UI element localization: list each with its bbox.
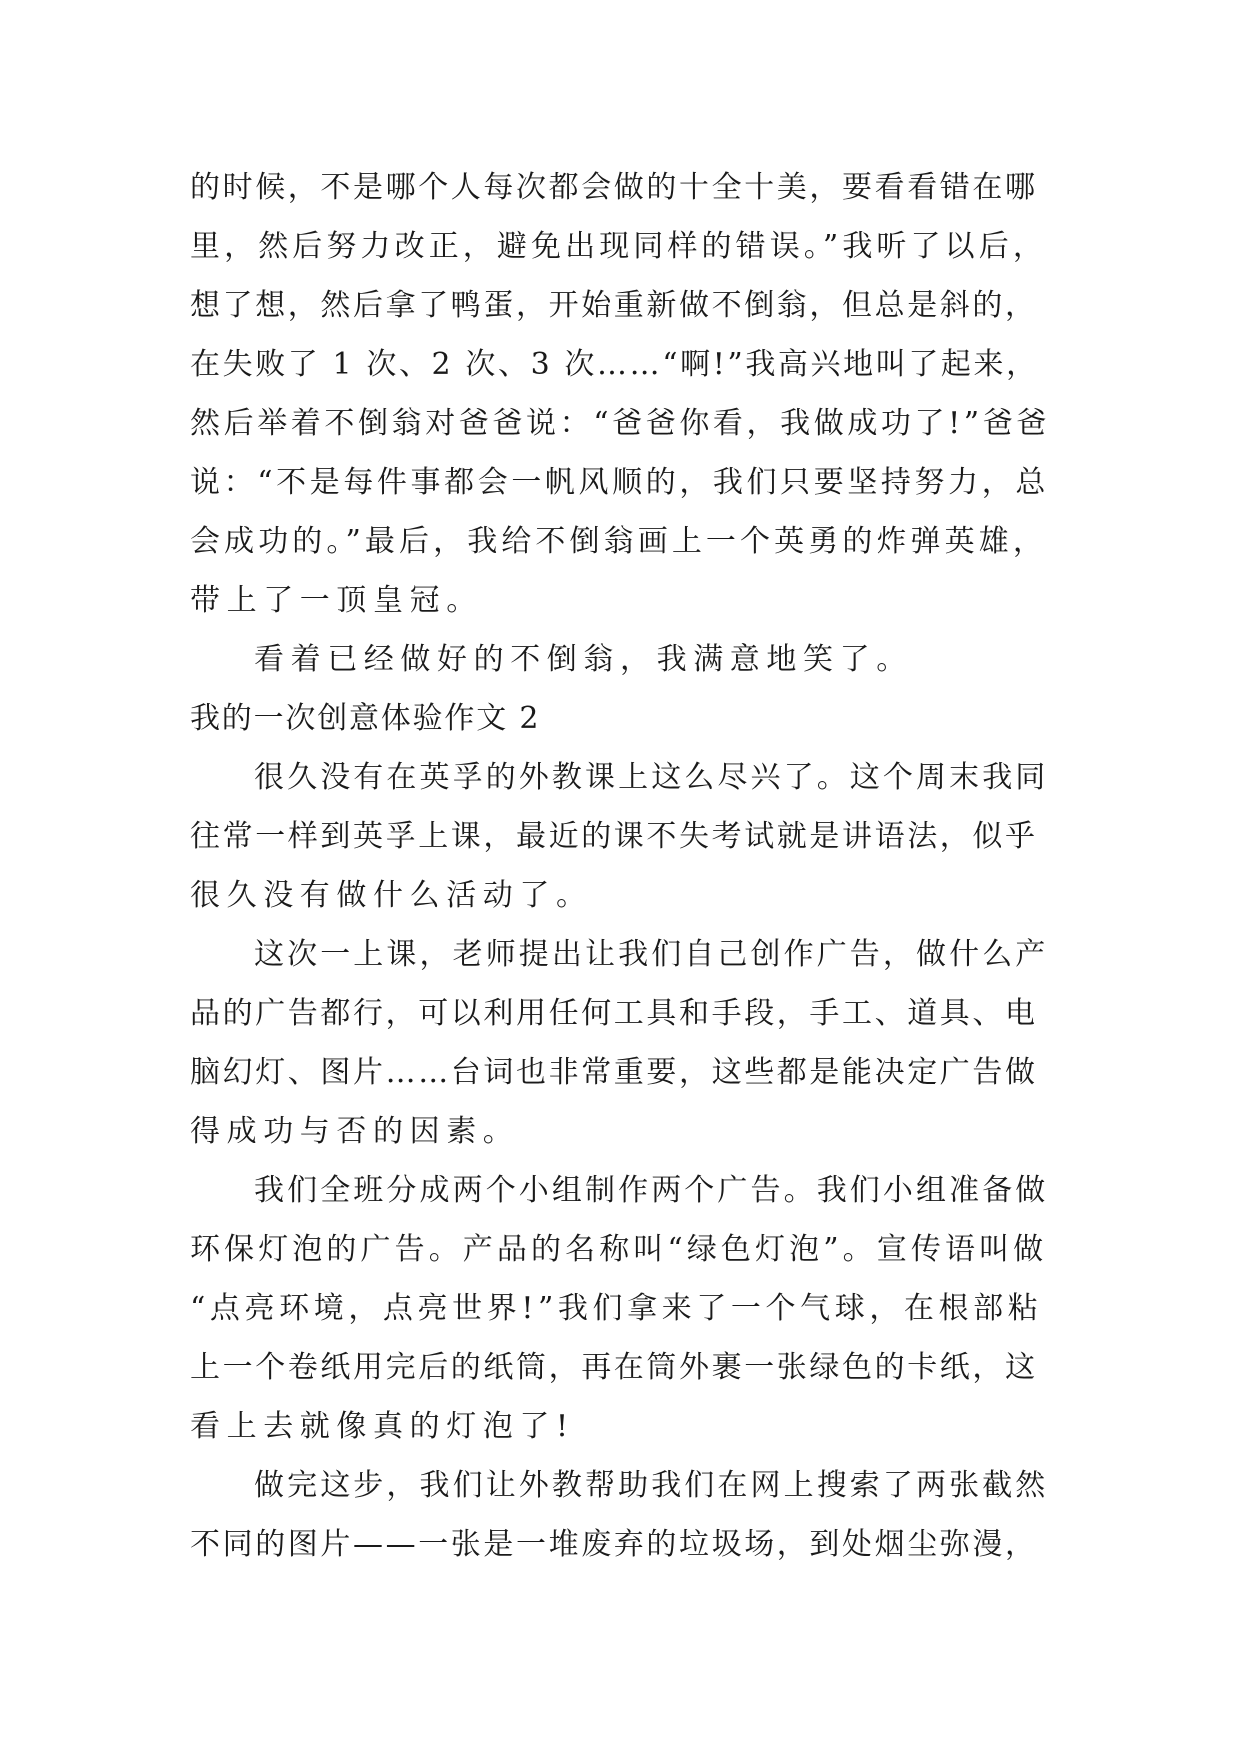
body-text-line: 想了想，然后拿了鸭蛋，开始重新做不倒翁，但总是斜的，	[190, 288, 1038, 323]
body-text-line: 的时候，不是哪个人每次都会做的十全十美，要看看错在哪	[190, 170, 1038, 205]
paragraph-first-line: 我们全班分成两个小组制作两个广告。我们小组准备做	[254, 1173, 1049, 1208]
section-heading: 我的一次创意体验作文 2	[190, 701, 541, 736]
paragraph-first-line: 这次一上课，老师提出让我们自己创作广告，做什么产	[254, 937, 1049, 972]
body-text-line: “点亮环境，点亮世界!”我们拿来了一个气球，在根部粘	[190, 1291, 1043, 1326]
body-text-line: 得成功与否的因素。	[190, 1114, 520, 1149]
body-text-line: 不同的图片——一张是一堆废弃的垃圾场，到处烟尘弥漫，	[190, 1527, 1038, 1562]
body-text-line: 说：“不是每件事都会一帆风顺的，我们只要坚持努力，总	[190, 465, 1049, 500]
paragraph-first-line: 做完这步，我们让外教帮助我们在网上搜索了两张截然	[254, 1468, 1049, 1503]
body-text-line: 会成功的。”最后，我给不倒翁画上一个英勇的炸弹英雄，	[190, 524, 1047, 559]
body-text-line: 往常一样到英孚上课，最近的课不失考试就是讲语法，似乎	[190, 819, 1038, 854]
body-text-line: 很久没有做什么活动了。	[190, 878, 593, 913]
body-text-line: 在失败了 1 次、2 次、3 次……“啊!”我高兴地叫了起来，	[190, 347, 1039, 382]
paragraph-first-line: 很久没有在英孚的外教课上这么尽兴了。这个周末我同	[254, 760, 1049, 795]
body-text-line: 带上了一顶皇冠。	[190, 583, 483, 618]
body-text-line: 上一个卷纸用完后的纸筒，再在筒外裹一张绿色的卡纸，这	[190, 1350, 1038, 1385]
body-text-line: 看上去就像真的灯泡了!	[190, 1409, 575, 1444]
body-text-line: 环保灯泡的广告。产品的名称叫“绿色灯泡”。宣传语叫做	[190, 1232, 1048, 1267]
body-text-line: 品的广告都行，可以利用任何工具和手段，手工、道具、电	[190, 996, 1038, 1031]
body-text-line: 里，然后努力改正，避免出现同样的错误。”我听了以后，	[190, 229, 1047, 264]
paragraph-first-line: 看着已经做好的不倒翁，我满意地笑了。	[254, 642, 913, 677]
body-text-line: 脑幻灯、图片……台词也非常重要，这些都是能决定广告做	[190, 1055, 1038, 1090]
body-text-line: 然后举着不倒翁对爸爸说：“爸爸你看，我做成功了!”爸爸	[190, 406, 1050, 441]
